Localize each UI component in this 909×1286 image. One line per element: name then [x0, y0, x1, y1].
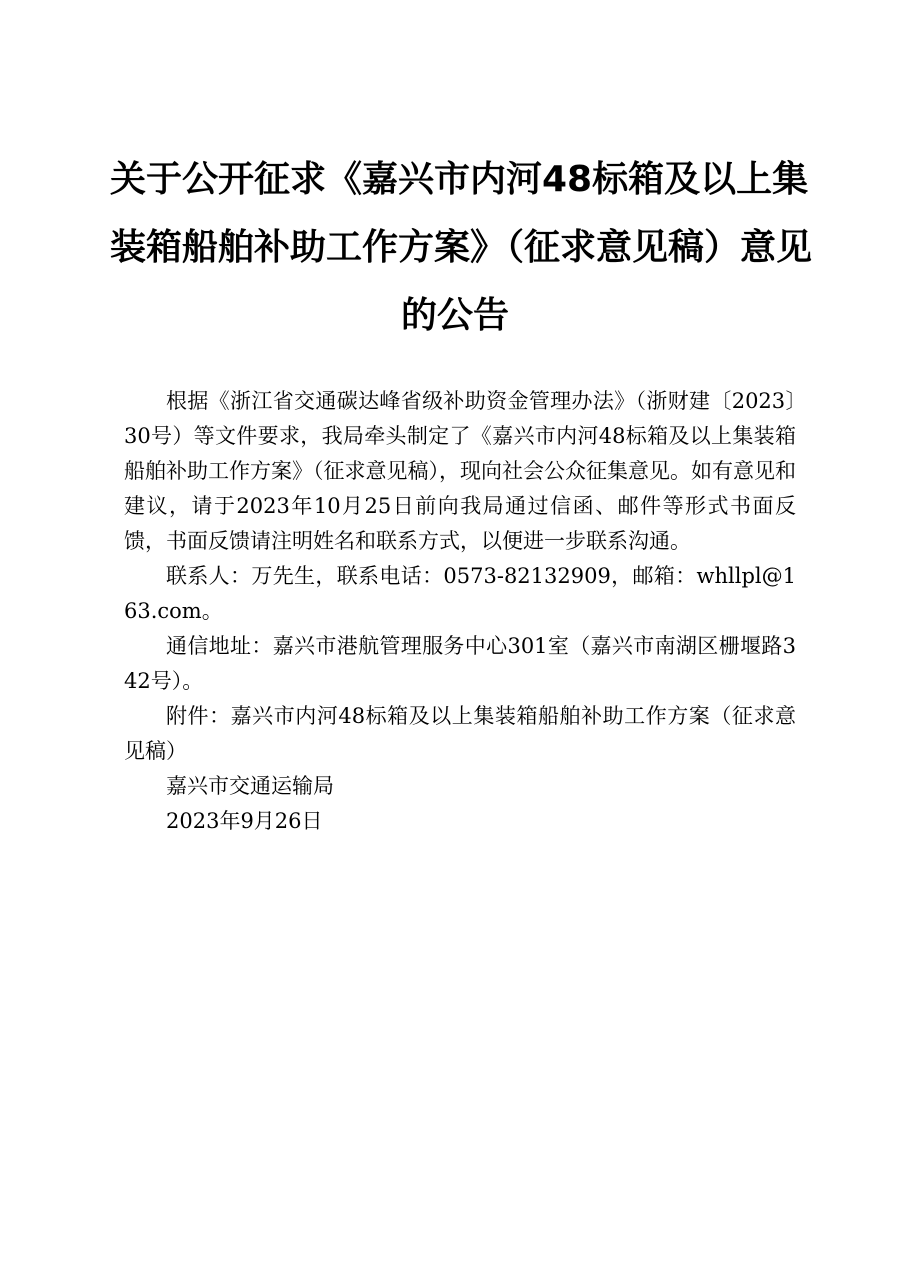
title-line-1: 关于公开征求《嘉兴市内河48标箱及以上集 [110, 159, 809, 200]
document-body [124, 384, 796, 839]
paragraph-contact: 联系人：万先生，联系电话：0573-82132909，邮箱：whllpl@163.com。 [124, 564, 796, 623]
issuer-name: 嘉兴市交通运输局 [166, 774, 334, 798]
paragraph-address: 通信地址：嘉兴市港航管理服务中心301室（嘉兴市南湖区栅堰路342号）。 [124, 634, 796, 693]
title-line-3: 的公告 [400, 295, 509, 336]
paragraph-main: 根据《浙江省交通碳达峰省级补助资金管理办法》（浙财建〔2023〕30号）等文件要求，我局牵头制定了《嘉兴市内河48标箱及以上集装箱船舶补助工作方案》（征求意见稿），现向社会公众征集意见。如有意见和建议，请于2023年10月25日前向我局通过信函、邮件等形式书面反馈，书面反馈请注明姓名和联系方式，以便进一步联系沟通。 [124, 389, 796, 553]
document-title [110, 146, 813, 350]
title-line-2: 装箱船舶补助工作方案》（征求意见稿）意见 [110, 227, 813, 268]
paragraph-attachment: 附件：嘉兴市内河48标箱及以上集装箱船舶补助工作方案（征求意见稿） [124, 704, 796, 763]
issue-date: 2023年9月26日 [166, 809, 323, 833]
